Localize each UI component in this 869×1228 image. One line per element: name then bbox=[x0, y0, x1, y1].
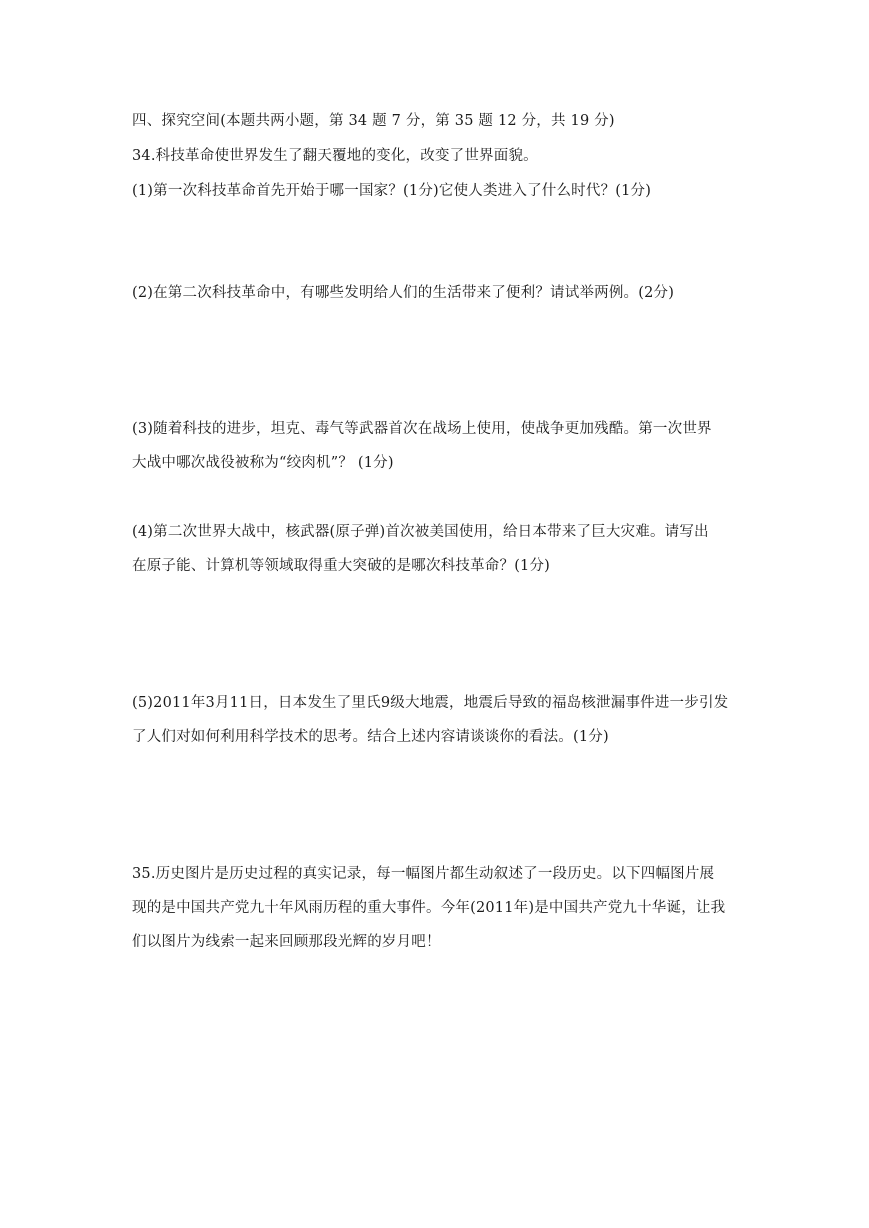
question-34-part-5-line-2: 了人们对如何利用科学技术的思考。结合上述内容请谈谈你的看法。(1分) bbox=[132, 729, 609, 745]
question-35-line-1: 35.历史图片是历史过程的真实记录，每一幅图片都生动叙述了一段历史。以下四幅图片展 bbox=[132, 866, 715, 882]
section-heading: 四、探究空间(本题共两小题，第 34 题 7 分，第 35 题 12 分，共 19 分) bbox=[132, 113, 615, 129]
question-35-line-3: 们以图片为线索一起来回顾那段光辉的岁月吧！ bbox=[132, 934, 441, 950]
question-34-part-5-line-1: (5)2011年3月11日，日本发生了里氏9级大地震，地震后导致的福岛核泄漏事件进一步引发 bbox=[132, 695, 729, 711]
question-34-part-3-line-1: (3)随着科技的进步，坦克、毒气等武器首次在战场上使用，使战争更加残酷。第一次世界 bbox=[132, 421, 712, 437]
question-34-part-4-line-2: 在原子能、计算机等领域取得重大突破的是哪次科技革命？(1分) bbox=[132, 558, 551, 574]
question-34-part-3-line-2: 大战中哪次战役被称为“绞肉机”？ (1分) bbox=[132, 455, 394, 471]
question-34-part-4-line-1: (4)第二次世界大战中，核武器(原子弹)首次被美国使用，给日本带来了巨大灾难。请写出 bbox=[132, 524, 709, 540]
question-35-line-2: 现的是中国共产党九十年风雨历程的重大事件。今年(2011年)是中国共产党九十华诞，让我 bbox=[132, 900, 726, 916]
question-34-stem: 34.科技革命使世界发生了翻天覆地的变化，改变了世界面貌。 bbox=[132, 148, 538, 164]
question-34-part-1: (1)第一次科技革命首先开始于哪一国家？(1分)它使人类进入了什么时代？(1分) bbox=[132, 183, 652, 199]
question-34-part-2: (2)在第二次科技革命中，有哪些发明给人们的生活带来了便利？请试举两例。(2分) bbox=[132, 285, 675, 301]
